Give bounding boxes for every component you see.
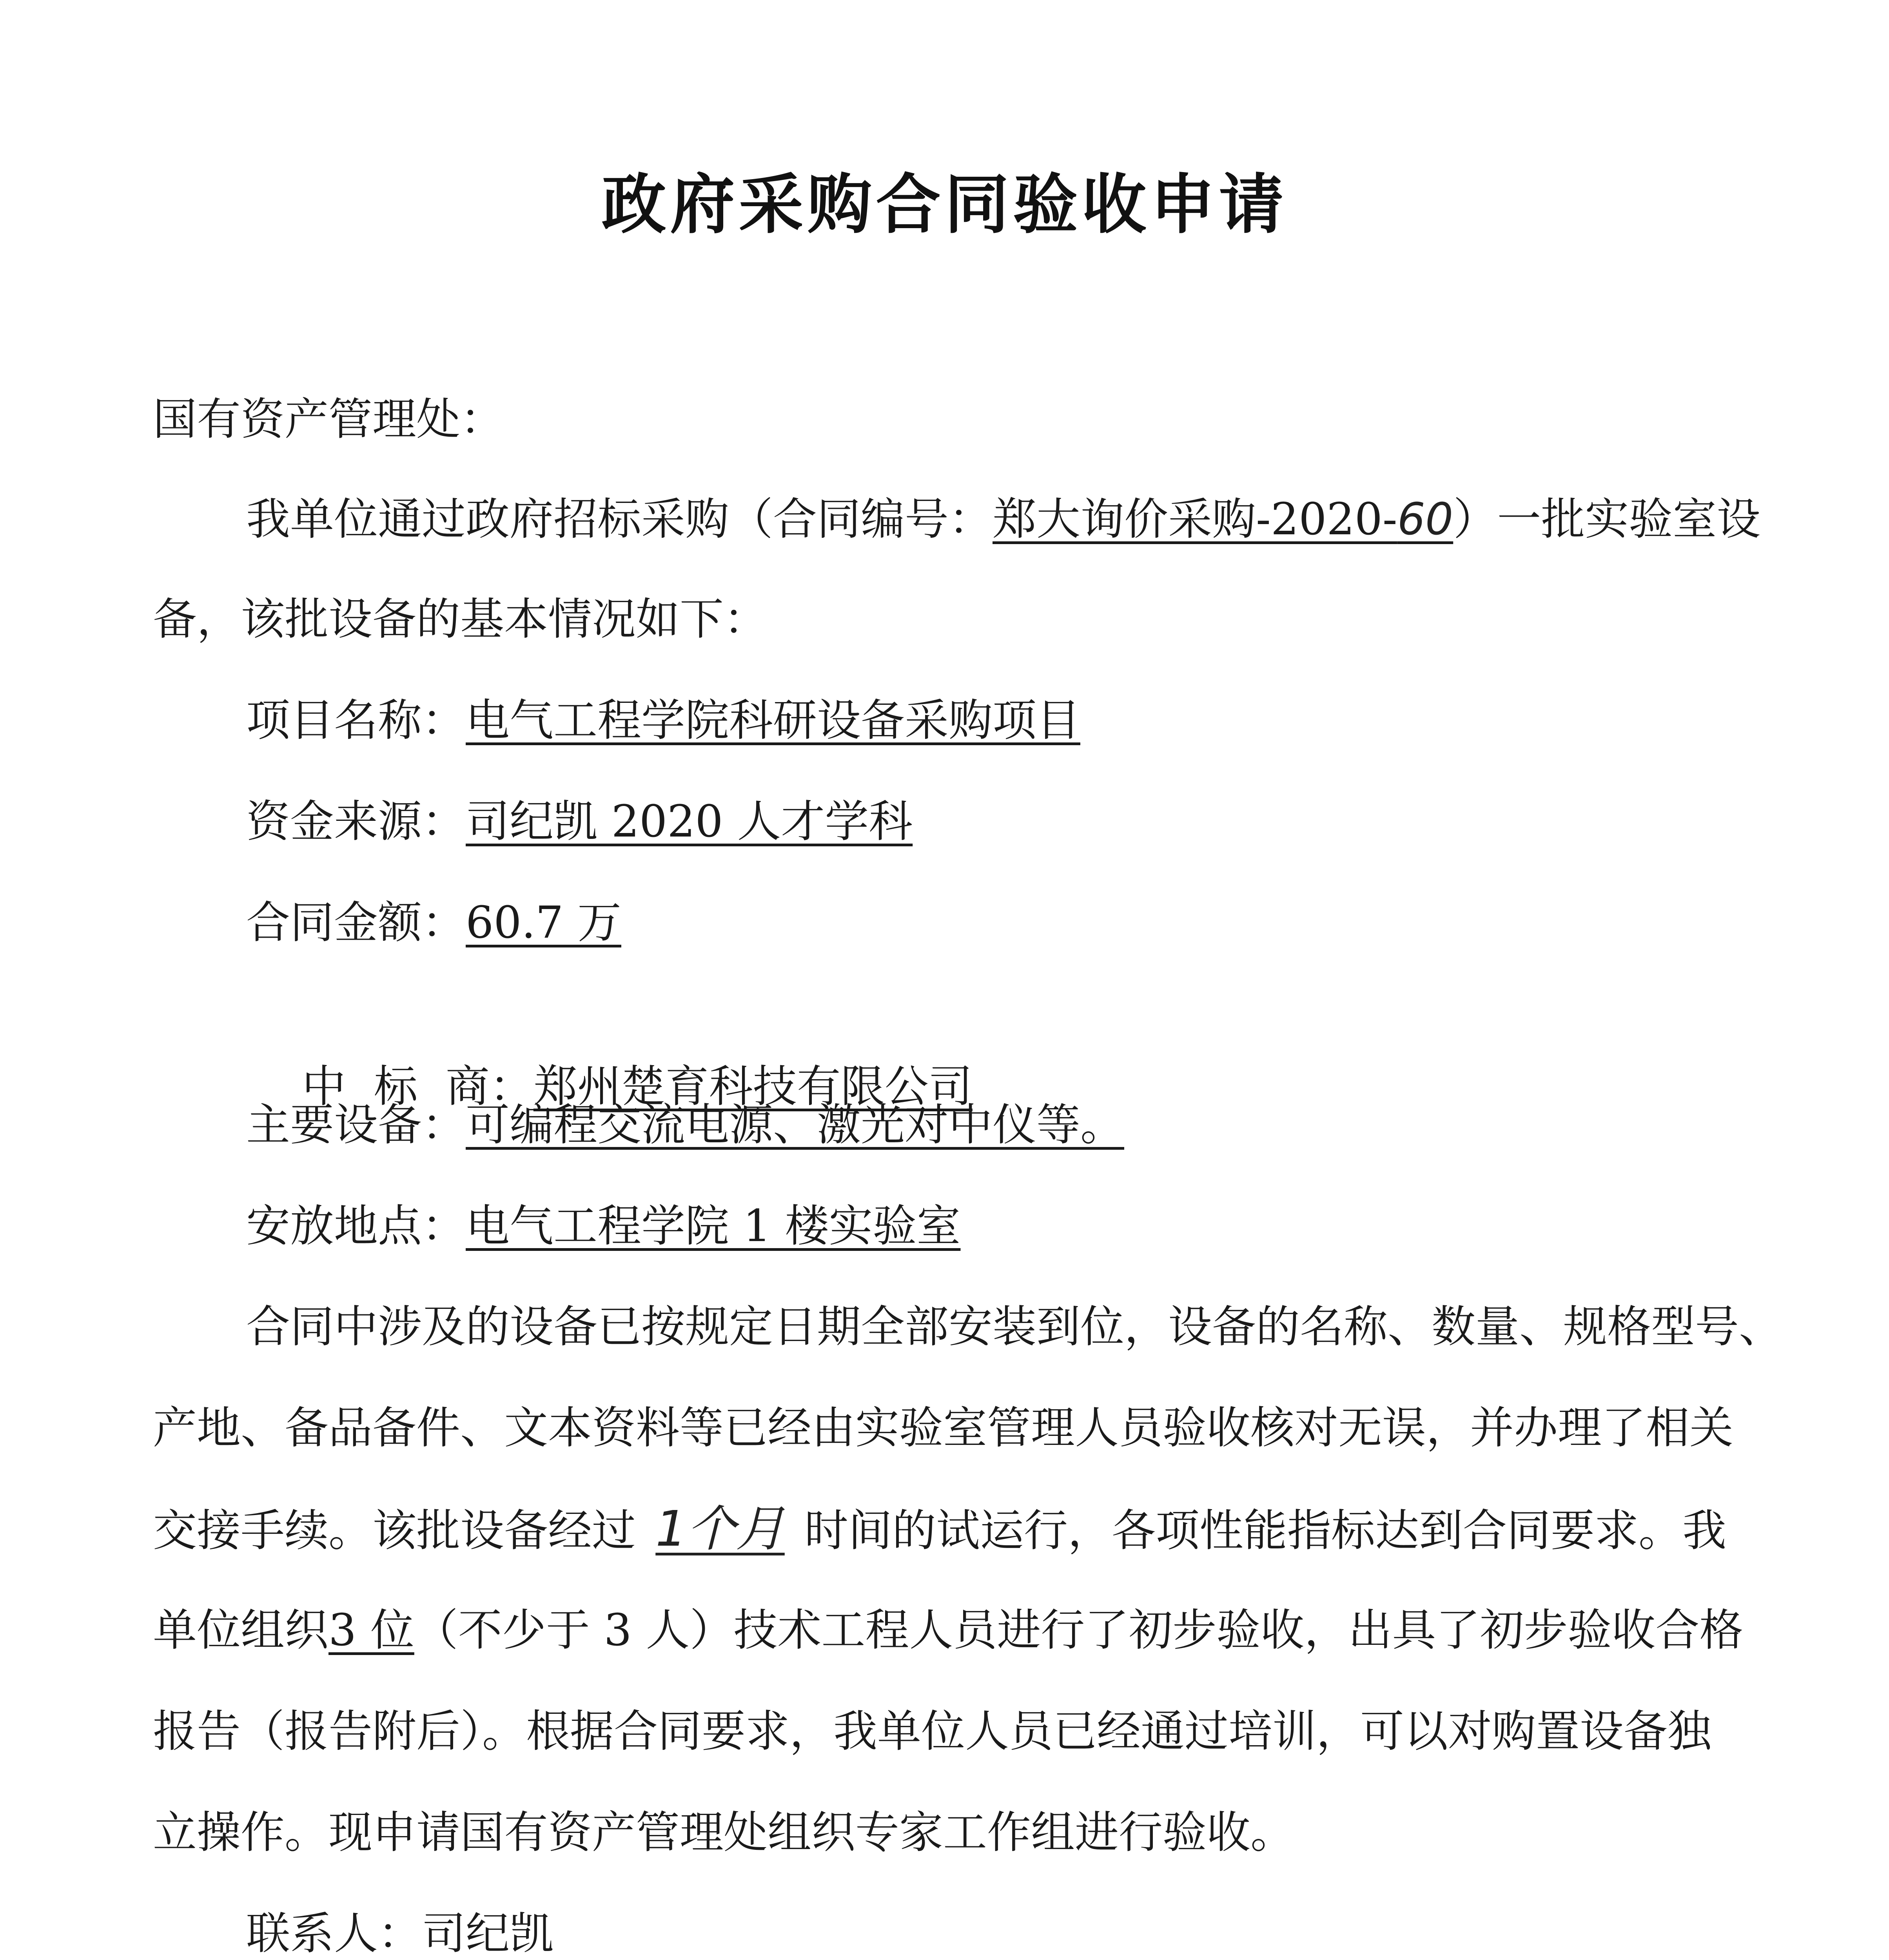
- field-value: 电气工程学院科研设备采购项目: [466, 695, 1080, 746]
- field-label: 中 标 商：: [302, 1061, 533, 1112]
- body-line-6: 立操作。现申请国有资产管理处组织专家工作组进行验收。: [153, 1807, 1294, 1858]
- intro-line-1: [246, 488, 1760, 551]
- field-value: 郑州楚育科技有限公司: [533, 1061, 973, 1112]
- contact-person-value: 司纪凯: [422, 1908, 553, 1959]
- contact-person-label: 联系人：: [246, 1908, 422, 1959]
- field-fund-source: [246, 790, 913, 853]
- trial-period-handwritten: 1个月: [655, 1501, 785, 1557]
- body-line-5: 报告（报告附后）。根据合同要求，我单位人员已经通过培训，可以对购置设备独: [153, 1706, 1711, 1757]
- staff-count: 3 位: [328, 1605, 414, 1656]
- contract-number-handwritten: 60: [1397, 494, 1453, 545]
- contract-number-printed: 郑大询价采购-2020-: [993, 494, 1397, 545]
- field-value: 电气工程学院 1 楼实验室: [466, 1201, 961, 1252]
- field-label: 资金来源：: [246, 796, 466, 847]
- field-location: [246, 1195, 960, 1258]
- body-line-3-before: 交接手续。该批设备经过: [153, 1505, 636, 1556]
- field-project-name: [246, 689, 1080, 752]
- field-contract-amount: [246, 891, 621, 954]
- field-value: 司纪凯 2020 人才学科: [466, 796, 913, 847]
- intro-line-2: 备，该批设备的基本情况如下：: [153, 594, 768, 645]
- field-label: 主要设备：: [246, 1100, 466, 1151]
- field-main-equipment: [246, 1094, 1124, 1156]
- field-label: 安放地点：: [246, 1201, 466, 1252]
- field-label: 项目名称：: [246, 695, 466, 746]
- body-line-4-after: （不少于 3 人）技术工程人员进行了初步验收，出具了初步验收合格: [414, 1605, 1744, 1656]
- body-line-4-before: 单位组织: [153, 1605, 328, 1656]
- body-line-3-after: 时间的试运行，各项性能指标达到合同要求。我: [804, 1505, 1726, 1556]
- contract-number: [993, 494, 1453, 545]
- body-line-3: [153, 1498, 1726, 1562]
- intro-before-contract: 我单位通过政府招标采购（合同编号：: [246, 494, 993, 545]
- field-label: 合同金额：: [246, 897, 466, 948]
- intro-after-contract: ）一批实验室设: [1453, 494, 1761, 545]
- body-line-1: 合同中涉及的设备已按规定日期全部安装到位，设备的名称、数量、规格型号、: [246, 1301, 1783, 1352]
- body-line-4: [153, 1599, 1743, 1662]
- page-title: 政府采购合同验收申请: [601, 167, 1288, 242]
- addressee: 国有资产管理处：: [153, 394, 504, 445]
- field-value: 可编程交流电源、激光对中仪等。: [466, 1100, 1124, 1151]
- body-line-2: 产地、备品备件、文本资料等已经由实验室管理人员验收核对无误，并办理了相关: [153, 1403, 1733, 1454]
- contact-person: [246, 1902, 553, 1960]
- field-value: 60.7 万: [466, 897, 621, 948]
